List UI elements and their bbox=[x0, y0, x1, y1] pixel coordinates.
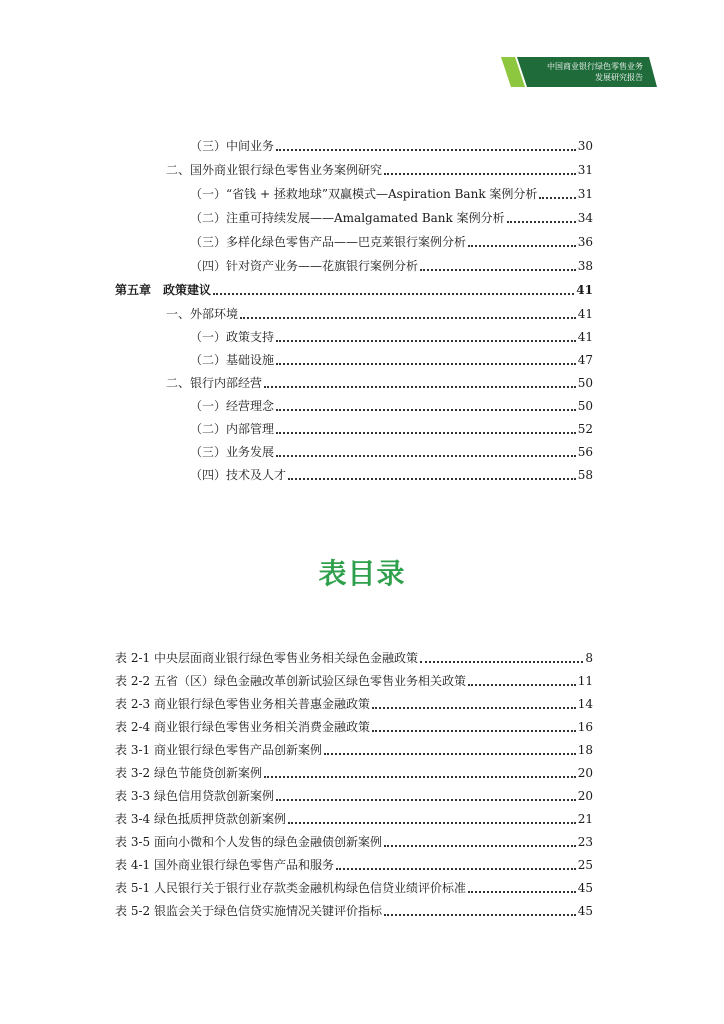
dot-leader bbox=[264, 776, 576, 778]
toc-entry-label: （三）中间业务 bbox=[190, 139, 275, 153]
toc-entry-page: 41 bbox=[577, 330, 593, 344]
toc-entry-label: （二）内部管理 bbox=[190, 422, 275, 436]
toc-entry-label: （四）技术及人才 bbox=[190, 468, 287, 482]
table-list-entry[interactable] bbox=[115, 832, 593, 850]
toc-entry[interactable] bbox=[166, 373, 593, 391]
table-list-entry[interactable] bbox=[115, 671, 593, 689]
toc-entry-page: 31 bbox=[577, 163, 593, 177]
table-list-page: 8 bbox=[585, 651, 593, 665]
table-list-entry[interactable] bbox=[115, 809, 593, 827]
dot-leader bbox=[384, 173, 576, 175]
dot-leader bbox=[468, 245, 576, 247]
dot-leader bbox=[276, 409, 576, 411]
dot-leader bbox=[420, 269, 576, 271]
table-list-page: 18 bbox=[577, 743, 593, 757]
toc-entry[interactable] bbox=[190, 396, 593, 414]
table-list-page: 20 bbox=[577, 766, 593, 780]
toc-entry-page: 56 bbox=[577, 445, 593, 459]
dot-leader bbox=[276, 799, 576, 801]
toc-entry[interactable] bbox=[190, 184, 593, 202]
dot-leader bbox=[372, 730, 576, 732]
table-list-page: 11 bbox=[577, 674, 593, 688]
table-list-label: 表 2-4 商业银行绿色零售业务相关消费金融政策 bbox=[115, 720, 370, 734]
toc-entry-page: 50 bbox=[577, 376, 593, 390]
toc-entry-label: （二）注重可持续发展——Amalgamated Bank 案例分析 bbox=[190, 211, 505, 225]
table-list-label: 表 3-3 绿色信用贷款创新案例 bbox=[115, 789, 274, 803]
dot-leader bbox=[336, 868, 576, 870]
dot-leader bbox=[288, 822, 576, 824]
dot-leader bbox=[372, 707, 576, 709]
dot-leader bbox=[276, 432, 576, 434]
toc-entry-label: 二、银行内部经营 bbox=[166, 376, 263, 390]
toc-entry-label: （一）政策支持 bbox=[190, 330, 275, 344]
table-list-page: 16 bbox=[577, 720, 593, 734]
toc-entry-label: （一）经营理念 bbox=[190, 399, 275, 413]
dot-leader bbox=[420, 661, 583, 663]
toc-entry-label: 一、外部环境 bbox=[166, 307, 239, 321]
toc-entry-label: 第五章 政策建议 bbox=[115, 283, 212, 297]
table-list-page: 25 bbox=[577, 858, 593, 872]
table-list-label: 表 4-1 国外商业银行绿色零售产品和服务 bbox=[115, 858, 334, 872]
dot-leader bbox=[276, 363, 576, 365]
toc-chapter-entry[interactable] bbox=[115, 280, 593, 298]
toc-entry[interactable] bbox=[190, 442, 593, 460]
toc-entry-label: （三）业务发展 bbox=[190, 445, 275, 459]
toc-entry[interactable] bbox=[190, 327, 593, 345]
table-list-label: 表 5-1 人民银行关于银行业存款类金融机构绿色信贷业绩评价标准 bbox=[115, 881, 466, 895]
table-list-label: 表 3-1 商业银行绿色零售产品创新案例 bbox=[115, 743, 322, 757]
toc-entry[interactable] bbox=[190, 208, 593, 226]
toc-entry-page: 52 bbox=[577, 422, 593, 436]
toc-entry-page: 31 bbox=[577, 187, 593, 201]
dot-leader bbox=[276, 149, 576, 151]
header-banner bbox=[501, 57, 657, 87]
table-list-label: 表 2-3 商业银行绿色零售业务相关普惠金融政策 bbox=[115, 697, 370, 711]
table-list-page: 14 bbox=[577, 697, 593, 711]
toc-entry[interactable] bbox=[190, 419, 593, 437]
table-list-label: 表 2-1 中央层面商业银行绿色零售业务相关绿色金融政策 bbox=[115, 651, 418, 665]
table-list-page: 20 bbox=[577, 789, 593, 803]
toc-entry[interactable] bbox=[190, 465, 593, 483]
dot-leader bbox=[507, 221, 576, 223]
banner-title bbox=[533, 61, 643, 83]
table-list-label: 表 3-5 面向小微和个人发售的绿色金融债创新案例 bbox=[115, 835, 382, 849]
dot-leader bbox=[288, 478, 576, 480]
table-list-page: 23 bbox=[577, 835, 593, 849]
table-list-label: 表 3-2 绿色节能贷创新案例 bbox=[115, 766, 262, 780]
dot-leader bbox=[276, 340, 576, 342]
toc-entry-page: 47 bbox=[577, 353, 593, 367]
table-list-entry[interactable] bbox=[115, 786, 593, 804]
table-list-entry[interactable] bbox=[115, 717, 593, 735]
toc-entry[interactable] bbox=[190, 136, 593, 154]
table-list-label: 表 5-2 银监会关于绿色信贷实施情况关键评价指标 bbox=[115, 904, 382, 918]
table-list-entry[interactable] bbox=[115, 901, 593, 919]
dot-leader bbox=[468, 684, 576, 686]
dot-leader bbox=[324, 753, 576, 755]
table-list-page: 21 bbox=[577, 812, 593, 826]
table-list-label: 表 3-4 绿色抵质押贷款创新案例 bbox=[115, 812, 286, 826]
dot-leader bbox=[384, 914, 576, 916]
table-list-entry[interactable] bbox=[115, 740, 593, 758]
table-list-page: 45 bbox=[577, 881, 593, 895]
toc-entry-label: （一）“省钱 + 拯救地球”双赢模式—Aspiration Bank 案例分析 bbox=[190, 187, 538, 201]
dot-leader bbox=[213, 293, 574, 295]
toc-entry[interactable] bbox=[190, 350, 593, 368]
toc-entry[interactable] bbox=[166, 160, 593, 178]
toc-entry[interactable] bbox=[190, 232, 593, 250]
toc-entry[interactable] bbox=[190, 256, 593, 274]
dot-leader bbox=[539, 197, 575, 199]
toc-entry-label: （二）基础设施 bbox=[190, 353, 275, 367]
toc-entry-page: 41 bbox=[576, 283, 593, 297]
toc-entry-label: （四）针对资产业务——花旗银行案例分析 bbox=[190, 259, 419, 273]
toc-entry-page: 30 bbox=[577, 139, 593, 153]
toc-entry-page: 41 bbox=[577, 307, 593, 321]
dot-leader bbox=[240, 317, 576, 319]
toc-entry-page: 38 bbox=[577, 259, 593, 273]
toc-entry-page: 50 bbox=[577, 399, 593, 413]
table-list-page: 45 bbox=[577, 904, 593, 918]
toc-entry[interactable] bbox=[166, 304, 593, 322]
dot-leader bbox=[468, 891, 576, 893]
dot-leader bbox=[384, 845, 576, 847]
table-list-label: 表 2-2 五省（区）绿色金融改革创新试验区绿色零售业务相关政策 bbox=[115, 674, 466, 688]
toc-entry-page: 34 bbox=[577, 211, 593, 225]
table-list-entry[interactable] bbox=[115, 694, 593, 712]
banner-title-line2: 发展研究报告 bbox=[595, 73, 643, 82]
toc-entry-label: 二、国外商业银行绿色零售业务案例研究 bbox=[166, 163, 383, 177]
toc-entry-label: （三）多样化绿色零售产品——巴克莱银行案例分析 bbox=[190, 235, 467, 249]
toc-entry-page: 58 bbox=[577, 468, 593, 482]
dot-leader bbox=[264, 386, 576, 388]
dot-leader bbox=[276, 455, 576, 457]
table-list-entry[interactable] bbox=[115, 763, 593, 781]
banner-title-line1: 中国商业银行绿色零售业务 bbox=[547, 62, 643, 71]
toc-entry-page: 36 bbox=[577, 235, 593, 249]
table-list-entry[interactable] bbox=[115, 648, 593, 666]
table-list-entry[interactable] bbox=[115, 855, 593, 873]
table-list-entry[interactable] bbox=[115, 878, 593, 896]
tables-list-title: 表目录 bbox=[318, 557, 406, 590]
